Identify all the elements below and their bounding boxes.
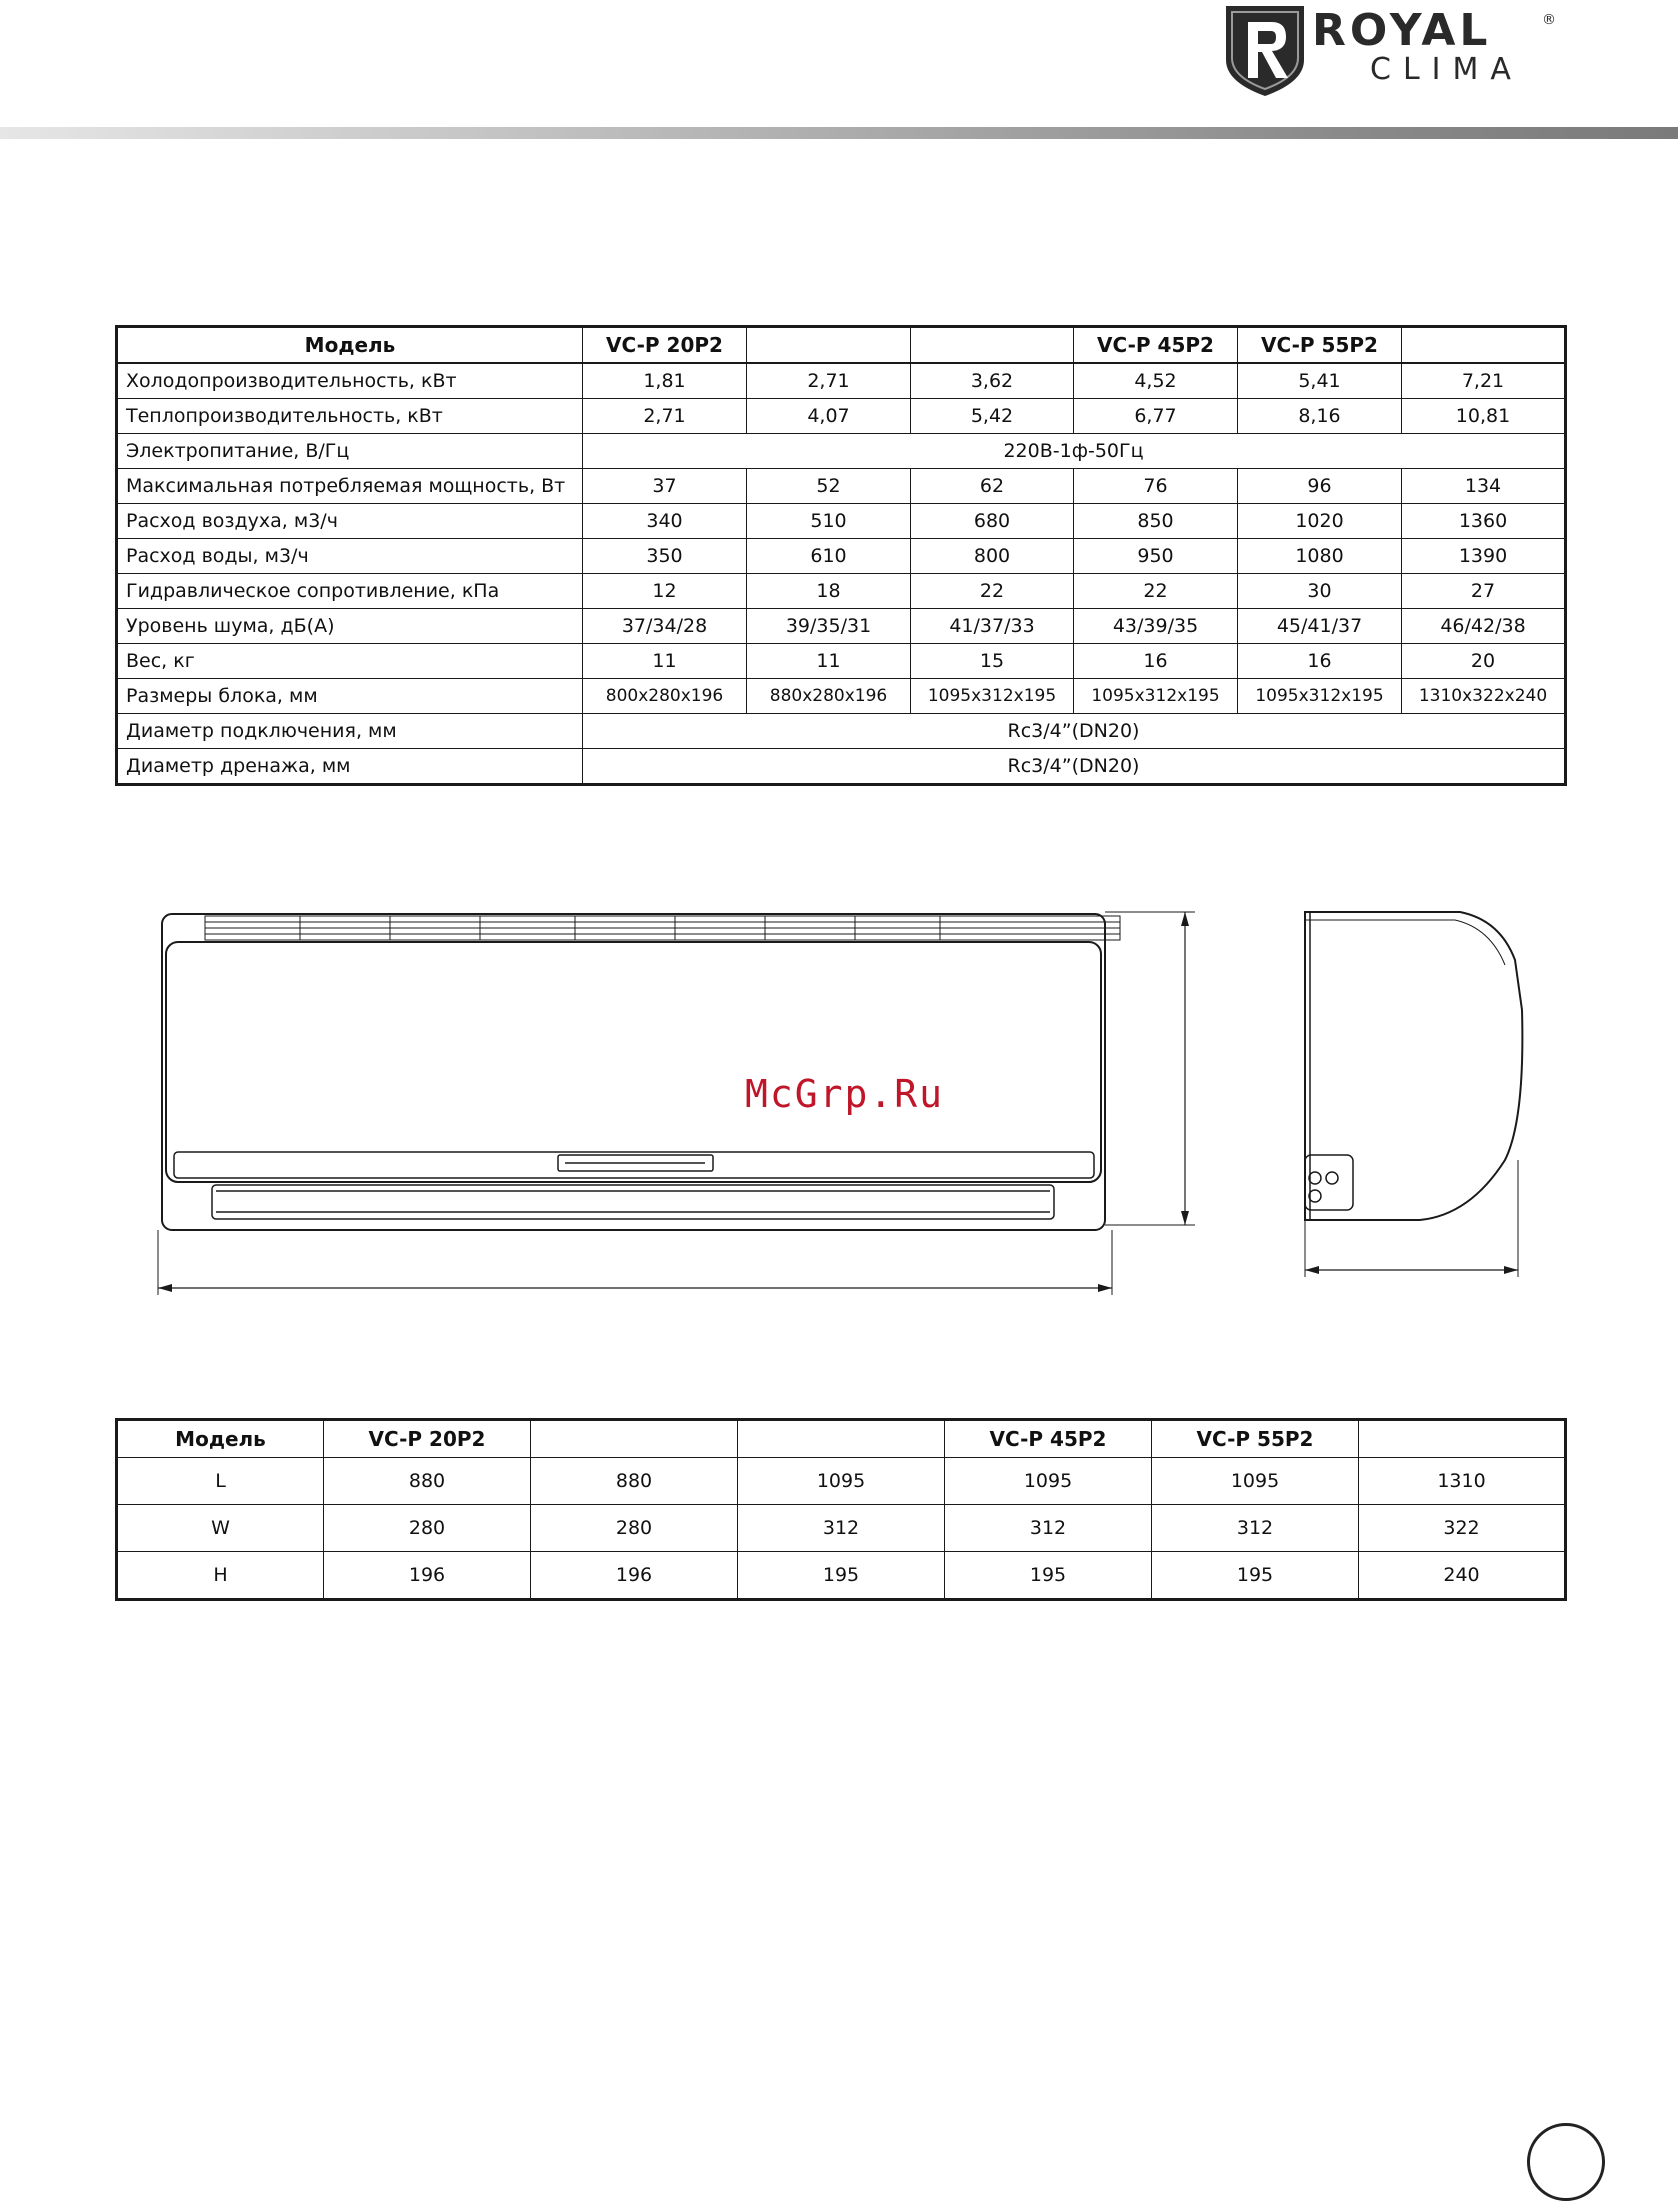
spec-value-cell: 30 [1238, 574, 1402, 609]
spec-param-label: Вес, кг [117, 644, 583, 679]
spec-value-cell: 5,41 [1238, 363, 1402, 399]
spec-value-cell: 12 [583, 574, 747, 609]
spec-row [117, 363, 1566, 399]
dims-value-cell: 1095 [1152, 1458, 1359, 1505]
spec-value-cell: 1310x322x240 [1402, 679, 1566, 714]
spec-value-cell: 680 [911, 504, 1074, 539]
spec-value-cell: 610 [747, 539, 911, 574]
spec-header-model: VC-P 55P2 [1238, 327, 1402, 364]
spec-merged-value: 220В-1ф-50Гц [583, 434, 1566, 469]
dims-value-cell: 1310 [1359, 1458, 1566, 1505]
spec-header-model: VC-P 20P2 [583, 327, 747, 364]
dims-row [117, 1552, 1566, 1600]
spec-value-cell: 16 [1238, 644, 1402, 679]
spec-header-model [747, 327, 911, 364]
spec-value-cell: 2,71 [583, 399, 747, 434]
spec-value-cell: 3,62 [911, 363, 1074, 399]
dims-row [117, 1458, 1566, 1505]
spec-value-cell: 45/41/37 [1238, 609, 1402, 644]
spec-value-cell: 880x280x196 [747, 679, 911, 714]
spec-value-cell: 6,77 [1074, 399, 1238, 434]
spec-row [117, 609, 1566, 644]
spec-header-label: Модель [117, 327, 583, 364]
spec-value-cell: 10,81 [1402, 399, 1566, 434]
spec-value-cell: 52 [747, 469, 911, 504]
spec-value-cell: 18 [747, 574, 911, 609]
spec-value-cell: 39/35/31 [747, 609, 911, 644]
dims-value-cell: 195 [738, 1552, 945, 1600]
spec-param-label: Расход воды, м3/ч [117, 539, 583, 574]
spec-value-cell: 5,42 [911, 399, 1074, 434]
spec-row [117, 644, 1566, 679]
dims-value-cell: 880 [531, 1458, 738, 1505]
spec-value-cell: 134 [1402, 469, 1566, 504]
dims-value-cell: 195 [945, 1552, 1152, 1600]
dims-value-cell: 322 [1359, 1505, 1566, 1552]
dims-value-cell: 280 [324, 1505, 531, 1552]
spec-row [117, 469, 1566, 504]
spec-value-cell: 62 [911, 469, 1074, 504]
spec-merged-value: Rc3/4”(DN20) [583, 714, 1566, 749]
spec-value-cell: 1095x312x195 [1238, 679, 1402, 714]
spec-row [117, 539, 1566, 574]
spec-value-cell: 11 [747, 644, 911, 679]
spec-value-cell: 43/39/35 [1074, 609, 1238, 644]
spec-row [117, 574, 1566, 609]
spec-header-model [911, 327, 1074, 364]
dims-header-model [738, 1420, 945, 1458]
spec-value-cell: 4,52 [1074, 363, 1238, 399]
dims-value-cell: 240 [1359, 1552, 1566, 1600]
spec-param-label: Размеры блока, мм [117, 679, 583, 714]
watermark-text: McGrp.Ru [745, 1072, 945, 1116]
spec-row [117, 434, 1566, 469]
brand-name-royal: ROYAL [1312, 5, 1492, 56]
dims-param-label: W [117, 1505, 324, 1552]
spec-value-cell: 41/37/33 [911, 609, 1074, 644]
spec-value-cell: 1,81 [583, 363, 747, 399]
spec-value-cell: 850 [1074, 504, 1238, 539]
dims-value-cell: 1095 [945, 1458, 1152, 1505]
spec-param-label: Уровень шума, дБ(А) [117, 609, 583, 644]
dims-header-model [1359, 1420, 1566, 1458]
spec-row [117, 504, 1566, 539]
spec-value-cell: 1020 [1238, 504, 1402, 539]
spec-param-label: Максимальная потребляемая мощность, Вт [117, 469, 583, 504]
spec-row [117, 714, 1566, 749]
spec-value-cell: 46/42/38 [1402, 609, 1566, 644]
spec-value-cell: 950 [1074, 539, 1238, 574]
dims-value-cell: 312 [738, 1505, 945, 1552]
dims-param-label: H [117, 1552, 324, 1600]
dims-header-row [117, 1420, 1566, 1458]
brand-logo [1220, 0, 1570, 105]
dims-value-cell: 880 [324, 1458, 531, 1505]
spec-value-cell: 22 [911, 574, 1074, 609]
spec-param-label: Теплопроизводительность, кВт [117, 399, 583, 434]
dims-header-model: VC-P 20P2 [324, 1420, 531, 1458]
dims-header-label: Модель [117, 1420, 324, 1458]
shield-emblem-icon [1220, 0, 1310, 100]
dims-value-cell: 196 [531, 1552, 738, 1600]
spec-merged-value: Rc3/4”(DN20) [583, 749, 1566, 785]
spec-value-cell: 1360 [1402, 504, 1566, 539]
spec-row [117, 749, 1566, 785]
spec-param-label: Диаметр подключения, мм [117, 714, 583, 749]
spec-value-cell: 76 [1074, 469, 1238, 504]
spec-value-cell: 16 [1074, 644, 1238, 679]
dims-header-model: VC-P 55P2 [1152, 1420, 1359, 1458]
spec-param-label: Гидравлическое сопротивление, кПа [117, 574, 583, 609]
spec-value-cell: 8,16 [1238, 399, 1402, 434]
spec-value-cell: 4,07 [747, 399, 911, 434]
spec-value-cell: 20 [1402, 644, 1566, 679]
dims-value-cell: 1095 [738, 1458, 945, 1505]
dims-row [117, 1505, 1566, 1552]
spec-value-cell: 800x280x196 [583, 679, 747, 714]
spec-param-label: Диаметр дренажа, мм [117, 749, 583, 785]
spec-value-cell: 37/34/28 [583, 609, 747, 644]
spec-param-label: Электропитание, В/Гц [117, 434, 583, 469]
spec-header-model [1402, 327, 1566, 364]
dims-header-model: VC-P 45P2 [945, 1420, 1152, 1458]
dims-value-cell: 280 [531, 1505, 738, 1552]
registered-mark: ® [1542, 12, 1556, 28]
spec-row [117, 679, 1566, 714]
spec-value-cell: 1095x312x195 [1074, 679, 1238, 714]
spec-param-label: Расход воздуха, м3/ч [117, 504, 583, 539]
spec-header-row [117, 327, 1566, 364]
dims-value-cell: 196 [324, 1552, 531, 1600]
spec-value-cell: 11 [583, 644, 747, 679]
spec-value-cell: 1095x312x195 [911, 679, 1074, 714]
front-grille [205, 916, 1120, 940]
spec-value-cell: 15 [911, 644, 1074, 679]
spec-value-cell: 340 [583, 504, 747, 539]
spec-value-cell: 2,71 [747, 363, 911, 399]
brand-name-clima: CLIMA [1370, 52, 1523, 87]
spec-value-cell: 800 [911, 539, 1074, 574]
spec-value-cell: 1390 [1402, 539, 1566, 574]
spec-header-model: VC-P 45P2 [1074, 327, 1238, 364]
spec-value-cell: 1080 [1238, 539, 1402, 574]
spec-param-label: Холодопроизводительность, кВт [117, 363, 583, 399]
spec-value-cell: 96 [1238, 469, 1402, 504]
spec-value-cell: 27 [1402, 574, 1566, 609]
page-number-circle [1527, 2123, 1605, 2201]
dims-param-label: L [117, 1458, 324, 1505]
spec-value-cell: 510 [747, 504, 911, 539]
specification-table [115, 325, 1567, 786]
spec-row [117, 399, 1566, 434]
spec-value-cell: 350 [583, 539, 747, 574]
dims-value-cell: 312 [1152, 1505, 1359, 1552]
header-gradient-bar [0, 127, 1678, 139]
spec-value-cell: 37 [583, 469, 747, 504]
dims-header-model [531, 1420, 738, 1458]
spec-value-cell: 22 [1074, 574, 1238, 609]
dims-value-cell: 195 [1152, 1552, 1359, 1600]
dims-value-cell: 312 [945, 1505, 1152, 1552]
dimensions-table [115, 1418, 1567, 1601]
spec-value-cell: 7,21 [1402, 363, 1566, 399]
